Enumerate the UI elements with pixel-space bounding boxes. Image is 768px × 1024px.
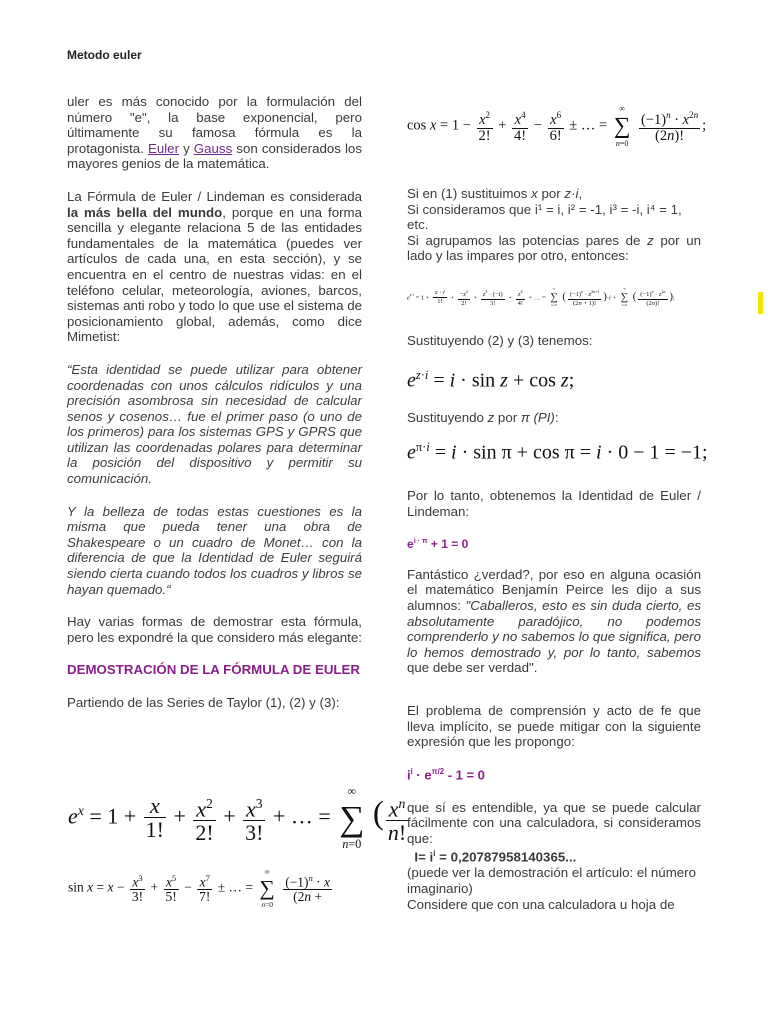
identity-base: e — [407, 537, 414, 552]
value-part: I= i — [407, 849, 434, 865]
pi-label: π (PI) — [520, 410, 555, 425]
quote-beauty: Y la belleza de todas estas cuestiones es la misma que pueda tener una obra de Shakespeare o un cuadro de Monet… con la diferencia de que la Identidad de Euler seguirá siendo cierta cuando todos los cuadros y libros se hayan quemado.“ — [67, 503, 362, 597]
quote-gps: “Esta identidad se puede utilizar para obtener coordenadas con unos cálculos ridículos y una precisión asombrosa sin necesidad de calcular senos y cosenos… fue el primer paso (o uno de los primeros) para los sistemas GPS y GPRS que utilizan las coordenadas polares para determinar la posición del dispositivo y permitir su comunicación. — [67, 361, 362, 487]
proposed-expression — [407, 764, 701, 783]
intro-text: y — [179, 140, 194, 156]
exp-series-formula: $e^x = 1$ + $\frac{x}{1!}$ + $\frac{x^2}{2!}$ + $\frac{x^3}{3!}$ + … = ∞ ∑ n=0 ( $\frac{x^n}{n!}$ — [68, 784, 407, 852]
substitution-paragraph — [407, 186, 701, 202]
var-zi: z·i — [564, 186, 579, 201]
intro-text: uler es más conocido por la formulación del número "e", la base exponencial, pero últimamente su famosa fórmula es la protagonista. — [67, 94, 362, 156]
bold-text: la más bella del mundo — [67, 204, 223, 220]
i-power-i-value — [407, 846, 701, 865]
var-x: x — [531, 186, 538, 201]
var-z: z — [647, 232, 654, 248]
identity-rest: + 1 = 0 — [427, 537, 469, 552]
calculator-paragraph: que sí es entendible, ya que se puede calcular fácilmente con una calculadora, si consideramos que: — [407, 799, 701, 846]
grouping-paragraph — [407, 233, 701, 264]
peirce-text: Fantástico ¿verdad?, por eso en alguna ocasión el matemático Benjamín Peirce les dijo a sus alumnos: — [407, 566, 701, 613]
article-reference: (puede ver la demostración el artículo: el número imaginario) — [407, 865, 696, 897]
section-heading: DEMOSTRACIÓN DE LA FÓRMULA DE EULER — [67, 662, 361, 678]
conclusion-paragraph: Por lo tanto, obtenemos la Identidad de Euler / Lindeman: — [407, 488, 701, 519]
formula-text: La Fórmula de Euler / Lindeman es considerada — [67, 188, 362, 204]
gauss-link[interactable]: Gauss — [193, 140, 233, 156]
formula-paragraph — [67, 189, 362, 345]
euler-link[interactable]: Euler — [147, 140, 179, 156]
value-exponent: i — [433, 849, 436, 859]
highlight-marker — [758, 292, 763, 314]
pi-text: Sustituyendo — [407, 410, 488, 425]
group-text: por un lado y las impares por otro, entonces: — [407, 232, 701, 264]
closing-paragraph: Considere que con una calculadora u hoja de — [407, 896, 675, 912]
sub-text: Si en (1) sustituimos — [407, 186, 532, 201]
powers-paragraph: Si consideramos que i¹ = i, i² = -1, i³ = -i, i⁴ = 1, etc. — [407, 201, 682, 233]
intro-paragraph — [67, 94, 362, 172]
intro-text: son considerados los mayores genios de la matemática. — [67, 140, 362, 172]
right-column — [407, 186, 701, 264]
sin-series-formula: sin x = x − $\frac{x^3}{3!}$ + $\frac{x^5}{5!}$ − $\frac{x^7}{7!}$ ± … = ∞ ∑ n=0 $\frac{(-1)^n \cdot x}{(2n +}$ — [68, 867, 330, 909]
group-text: Si agrupamos las potencias pares de — [407, 232, 648, 248]
substitution-pi-paragraph — [407, 410, 701, 426]
expr-exponent: i — [410, 766, 413, 776]
formula-text: , porque en una forma sencilla y elegante relaciona 5 de las entidades fundamentales de la matemática (puedes ver artículos de cada una, en esta sección), y se encuentra en el centro de nuestras vidas: en el teléfono celular, meteorología, aviones, barcos, sistemas anti robo y todo lo que use el sistema de posicionamiento global, además, como dice Mimetist: — [67, 204, 362, 345]
sub-text: , — [578, 186, 583, 201]
expr-part: - 1 = 0 — [444, 767, 485, 783]
euler-identity — [407, 533, 701, 553]
peirce-text: que debe ser verdad". — [407, 660, 538, 676]
page-title: Metodo euler — [67, 48, 142, 62]
right-column-lower — [407, 488, 701, 912]
var-z: z — [487, 410, 495, 425]
taylor-paragraph: Partiendo de las Series de Taylor (1), (2) y (3): — [67, 695, 340, 710]
peirce-paragraph — [407, 567, 701, 676]
substitution-23-paragraph: Sustituyendo (2) y (3) tenemos: — [407, 333, 593, 348]
expr-exponent: π/2 — [431, 766, 445, 776]
peirce-quote: "Caballeros, esto es sin duda cierto, es absolutamente paradójico, no podemos comprenderlo y no sabemos lo que significa, pero lo hemos demostrado y, por lo tanto, sabemos — [407, 597, 702, 660]
left-column — [67, 94, 362, 711]
value-part: = 0,20787958140365... — [435, 849, 577, 865]
pi-text: : — [554, 410, 559, 425]
sub-text: por — [537, 186, 565, 201]
ezi-expansion-formula: $e^{z\cdot i} = 1$ + $\frac{z \cdot i}{1!}$ + $\frac{-z^2}{2!}$ + $\frac{z^3 \cdot (-i)}{3!}$ + $\frac{z^4}{4!}$ + … = ∞ ∑ n=0 ( $\frac{(-1)^n \cdot z^{2n+1}}{(2n + 1)!}$ )·i + ∞ ∑ n=0 ( $\frac{(-1)^n \cdot z^{2n}}{(2n)!}$ ); — [407, 287, 675, 307]
pi-text: por — [494, 410, 521, 425]
expr-part: · e — [412, 767, 432, 783]
identity-exponent: i · π — [413, 536, 428, 546]
comprehension-paragraph: El problema de comprensión y acto de fe que lleva implícito, se puede mitigar con la siguiente expresión que les propongo: — [407, 702, 701, 750]
cos-series-formula: cos x = 1 − $\frac{x^2}{2!}$ + $\frac{x^4}{4!}$ − $\frac{x^6}{6!}$ ± … = ∞ ∑ n=0 $\frac{(-1)^n \cdot x^{2n}}{(2n)!}$ ; — [407, 104, 707, 149]
epi-result-formula: $e^{\pi\cdot i} = i \cdot \sin \pi + \cos \pi = i \cdot 0 - 1 = -1$; — [407, 440, 708, 464]
ezi-result-formula: $e^{z\cdot i} = i \cdot \sin z + \cos z$; — [407, 368, 575, 392]
methods-paragraph: Hay varias formas de demostrar esta fórmula, pero les expondré la que considero más elegante: — [67, 614, 362, 645]
expr-part: i — [407, 767, 411, 783]
